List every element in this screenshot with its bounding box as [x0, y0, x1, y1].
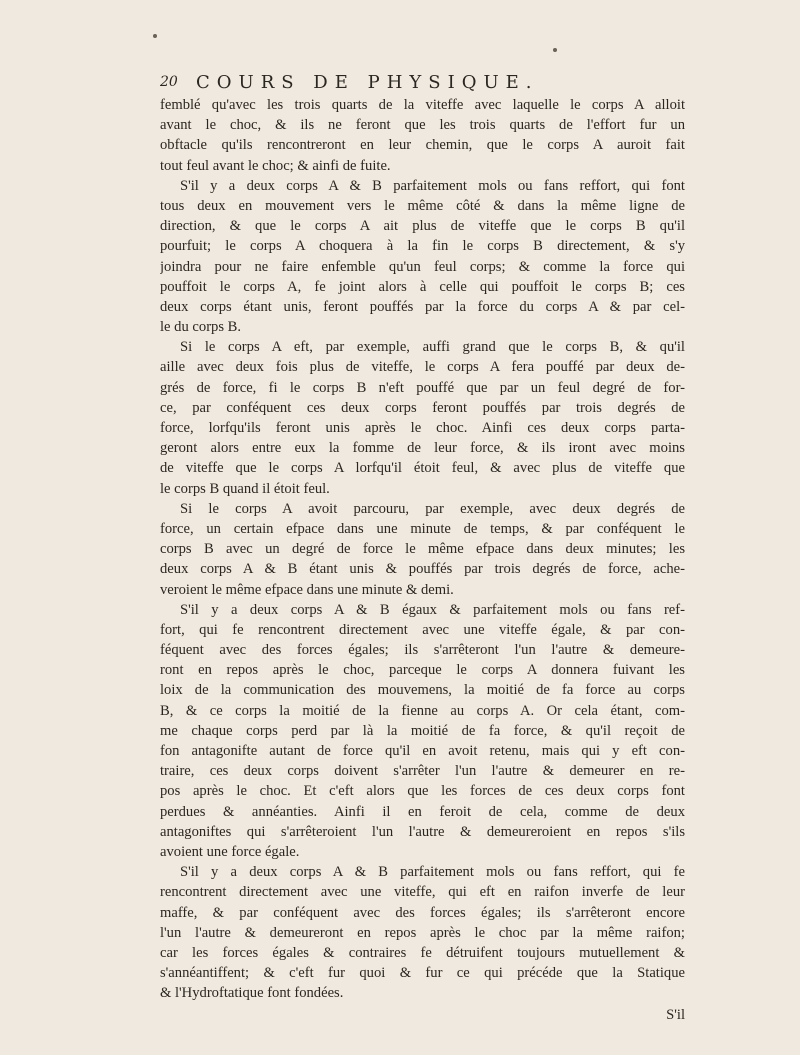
text-line: l'un l'autre & demeureront en repos après le choc par la même raifon; [160, 924, 685, 941]
text-line: direction, & que le corps A ait plus de viteffe que le corps B qu'il [160, 218, 685, 235]
text-line: force, un certain efpace dans une minute de temps, & par conféquent le [160, 520, 685, 537]
text-line: féquent avec des forces égales; ils s'arrêteront l'un l'autre & demeure- [160, 642, 685, 659]
page-header [160, 72, 685, 94]
catchword: S'il [666, 1007, 685, 1023]
text-line: obftacle qu'ils rencontreront en leur chemin, que le corps A auroit fait [160, 137, 685, 154]
ink-speck [553, 48, 557, 52]
text-line: rencontrent directement avec une viteffe, qui eft en raifon inverfe de leur [160, 884, 685, 901]
text-line: pouffoit le corps A, fe joint alors à celle qui pouffoit le corps B; ces [160, 278, 685, 295]
text-line: ront en repos après le choc, parceque le corps A donnera fuivant les [160, 662, 685, 679]
text-line: tout feul avant le choc; & ainfi de fuite. [160, 157, 391, 174]
text-line: corps B avec un degré de force le même efpace dans deux minutes; les [160, 541, 685, 558]
text-line: me chaque corps perd par là la moitié de fa force, & qu'il reçoit de [160, 722, 685, 739]
text-line: maffe, & par conféquent avec des forces égales; ils s'arrêteront encore [160, 904, 685, 921]
text-line: traire, ces deux corps doivent s'arrêter l'un l'autre & demeurer en re- [160, 763, 685, 780]
text-line: pos après le choc. Et c'eft alors que les forces de ces deux corps font [160, 783, 685, 800]
text-line: Si le corps A eft, par exemple, auffi grand que le corps B, & qu'il [180, 339, 685, 356]
text-line: grés de force, fi le corps B n'eft pouffé que par un feul degré de for- [160, 379, 685, 396]
text-line: geront alors entre eux la fomme de leur force, & ils iront avec moins [160, 440, 685, 457]
page-number: 20 [160, 74, 178, 90]
text-line: tous deux en mouvement vers le même côté & dans la même ligne de [160, 197, 685, 214]
text-line: S'il y a deux corps A & B parfaitement mols ou fans reffort, qui fe [180, 864, 685, 881]
text-line: Si le corps A avoit parcouru, par exemple, avec deux degrés de [180, 500, 685, 517]
text-line: ce, par conféquent ces deux corps feront pouffés par trois degrés de [160, 399, 685, 416]
text-line: avant le choc, & ils ne feront que les trois quarts de l'effort fur un [160, 117, 685, 134]
text-line: le corps B quand il étoit feul. [160, 480, 330, 497]
text-line: fon antagonifte autant de force qu'il en avoit retenu, mais qui y eft con- [160, 743, 685, 759]
text-line: aille avec deux fois plus de viteffe, le corps A fera pouffé par deux de- [160, 359, 685, 376]
text-line: pourfuit; le corps A choquera à la fin le corps B directement, & s'y [160, 238, 685, 255]
running-title: COURS DE PHYSIQUE. [196, 72, 539, 93]
text-line: & l'Hydroftatique font fondées. [160, 985, 344, 1002]
text-line: s'annéantiffent; & c'eft fur quoi & fur ce qui précéde que la Statique [160, 965, 685, 982]
text-line: S'il y a deux corps A & B parfaitement mols ou fans reffort, qui font [180, 177, 685, 194]
text-line: fort, qui fe rencontrent directement avec une viteffe égale, & par con- [160, 621, 685, 638]
text-line: le du corps B. [160, 319, 242, 336]
ink-speck [153, 34, 157, 38]
text-line: joindra pour ne faire enfemble qu'un feul corps; & comme la force qui [160, 258, 685, 275]
text-line: femblé qu'avec les trois quarts de la viteffe avec laquelle le corps A alloit [160, 97, 685, 113]
text-line: force, lorfqu'ils feront unis après le choc. Ainfi ces deux corps parta- [160, 420, 685, 436]
text-line: deux corps A & B étant unis & pouffés par trois degrés de force, ache- [160, 561, 685, 578]
text-line: veroient le même efpace dans une minute & demi. [160, 581, 454, 598]
text-line: loix de la communication des mouvemens, la moitié de fa force au corps [160, 682, 685, 699]
text-line: S'il y a deux corps A & B égaux & parfaitement mols ou fans ref- [180, 601, 685, 618]
text-line: car les forces égales & contraires fe détruifent toujours mutuellement & [160, 944, 685, 961]
text-line: de viteffe que le corps A lorfqu'il étoit feul, & avec plus de viteffe que [160, 460, 685, 477]
text-line: antagoniftes qui s'arrêteroient l'un l'autre & demeureroient en repos s'ils [160, 823, 685, 840]
text-line: perdues & annéanties. Ainfi il en feroit de cela, comme de deux [160, 803, 685, 820]
body-text [160, 95, 685, 1003]
text-line: deux corps étant unis, feront pouffés par la force du corps A & par cel- [160, 298, 685, 315]
text-line: avoient une force égale. [160, 843, 300, 860]
text-line: B, & ce corps la moitié de la fienne au corps A. Or cela étant, com- [160, 702, 685, 719]
